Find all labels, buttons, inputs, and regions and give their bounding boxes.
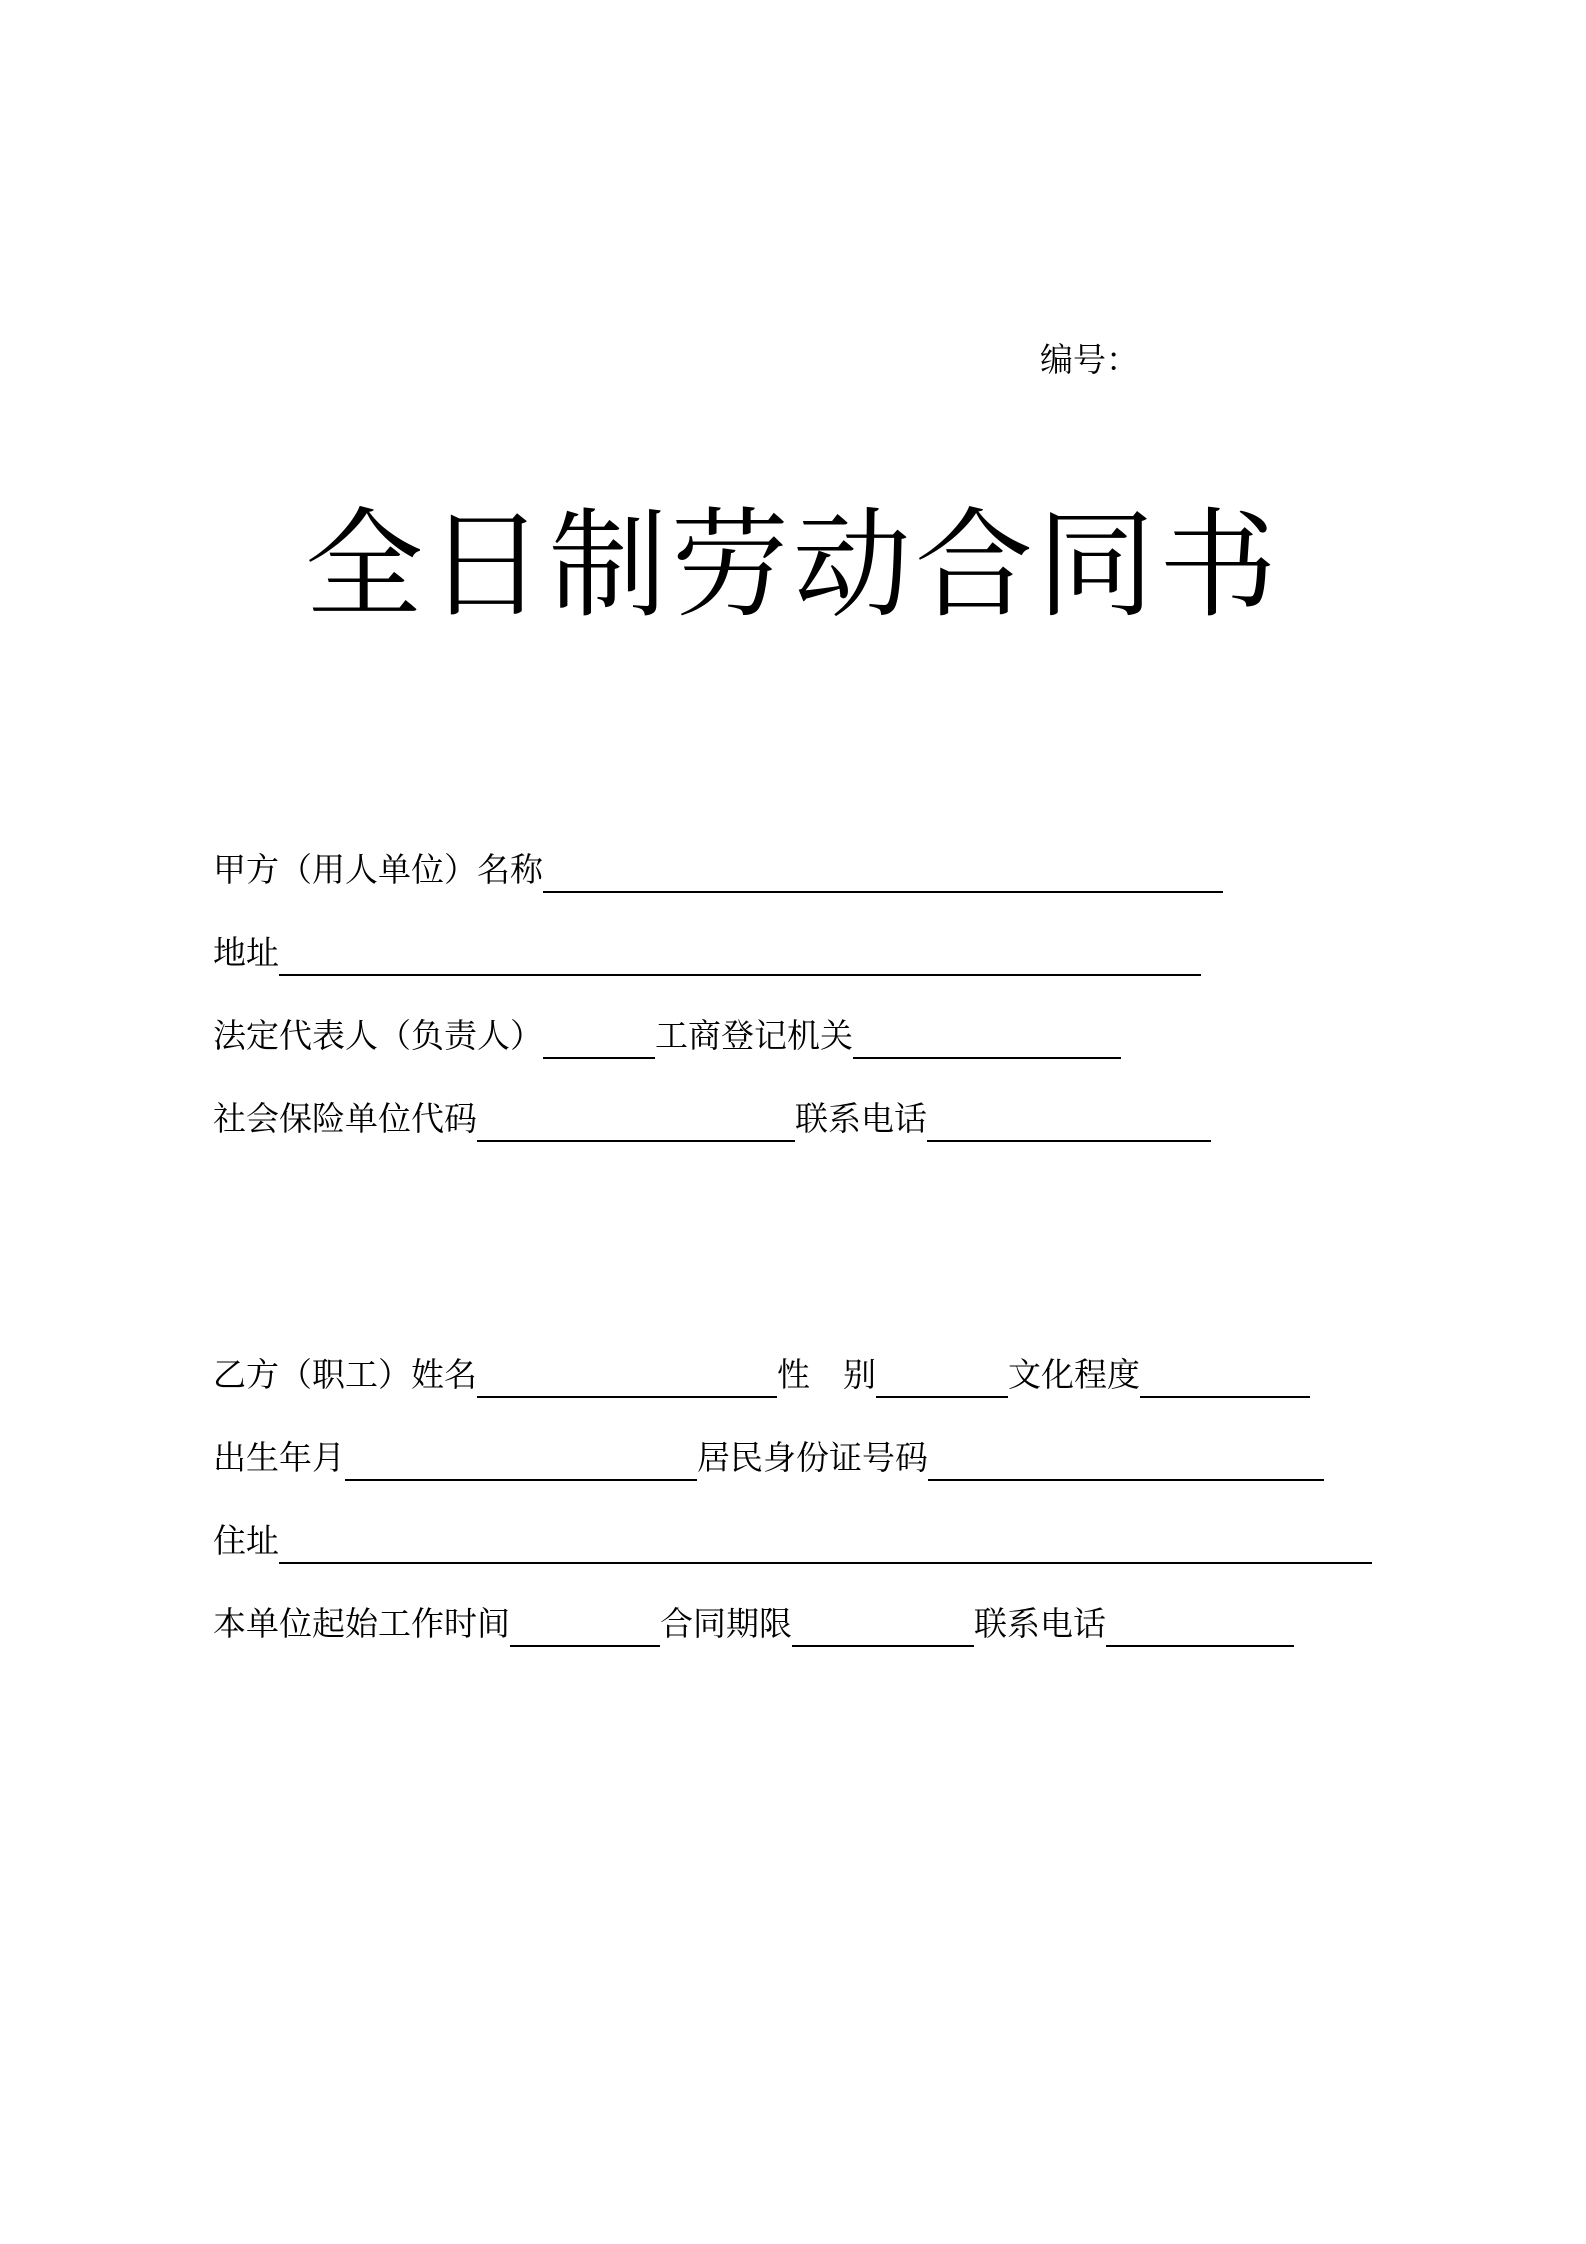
party-b-contract-term-label: 合同期限 [660, 1604, 792, 1643]
party-a-address-field[interactable] [279, 934, 1201, 976]
party-b-address-field[interactable] [279, 1522, 1372, 1564]
party-b-gender-field[interactable] [876, 1356, 1008, 1398]
party-b-address-label: 住址 [213, 1521, 279, 1560]
party-a-name-field[interactable] [543, 851, 1223, 893]
party-b-name-field[interactable] [477, 1356, 777, 1398]
party-b-employment-row [213, 1592, 1294, 1648]
party-b-birth-label: 出生年月 [213, 1438, 345, 1477]
party-a-name-label: 甲方（用人单位）名称 [213, 850, 543, 889]
party-a-registration-authority-label: 工商登记机关 [655, 1016, 853, 1055]
party-b-phone-field[interactable] [1106, 1605, 1294, 1647]
party-a-phone-label: 联系电话 [795, 1099, 927, 1138]
party-b-id-number-field[interactable] [928, 1439, 1324, 1481]
party-a-registration-authority-field[interactable] [853, 1017, 1121, 1059]
party-b-birth-row [213, 1426, 1324, 1482]
document-title: 全日制劳动合同书 [304, 496, 1281, 634]
party-b-address-row [213, 1509, 1372, 1565]
party-a-phone-field[interactable] [927, 1100, 1211, 1142]
party-b-name-row [213, 1343, 1310, 1399]
party-b-contract-term-field[interactable] [792, 1605, 974, 1647]
party-b-phone-label: 联系电话 [974, 1604, 1106, 1643]
party-a-name-row [213, 838, 1223, 894]
party-b-name-label: 乙方（职工）姓名 [213, 1355, 477, 1394]
party-a-social-insurance-code-field[interactable] [477, 1100, 795, 1142]
party-b-education-field[interactable] [1140, 1356, 1310, 1398]
party-a-legal-rep-label: 法定代表人（负责人） [213, 1016, 543, 1055]
party-b-start-time-label: 本单位起始工作时间 [213, 1604, 510, 1643]
party-a-social-insurance-code-label: 社会保险单位代码 [213, 1099, 477, 1138]
party-a-legal-rep-field[interactable] [543, 1017, 655, 1059]
party-a-insurance-row [213, 1087, 1211, 1143]
party-a-address-row [213, 921, 1201, 977]
party-a-legal-row [213, 1004, 1121, 1060]
party-b-gender-label: 性 别 [777, 1355, 876, 1394]
party-b-education-label: 文化程度 [1008, 1355, 1140, 1394]
party-b-birth-field[interactable] [345, 1439, 697, 1481]
party-b-start-time-field[interactable] [510, 1605, 660, 1647]
party-a-address-label: 地址 [213, 933, 279, 972]
serial-number-label: 编号： [1040, 340, 1139, 379]
party-b-id-number-label: 居民身份证号码 [697, 1438, 928, 1477]
